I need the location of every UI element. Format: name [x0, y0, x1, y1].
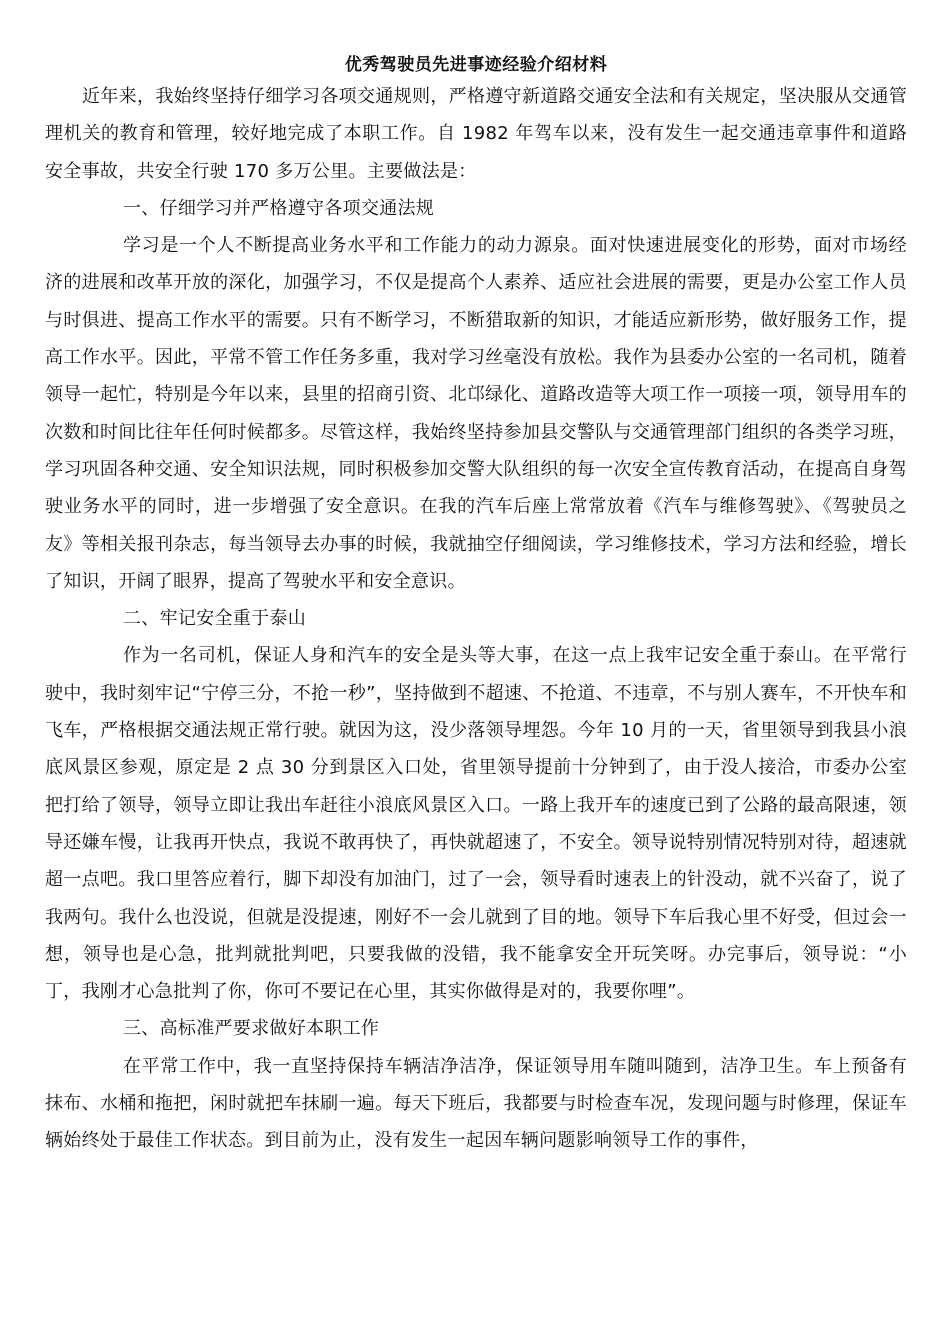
section-body-2: 作为一名司机，保证人身和汽车的安全是头等大事，在这一点上我牢记安全重于泰山。在平常行驶中，我时刻牢记“宁停三分，不抢一秒”，坚持做到不超速、不抢道、不违章，不与别人赛车，不开快车和飞车，严格根据交通法规正常行驶。就因为这，没少落领导埋怨。今年 10 月的一天，省里领导到我县小浪底风景区参观，原定是 2 点 30 分到景区入口处，省里领导提前十分钟到了，由于没人接洽，市委办公室把打给了领导，领导立即让我出车赶往小浪底风景区入口。一路上我开车的速度已到了公路的最高限速，领导还嫌车慢，让我再开快点，我说不敢再快了，再快就超速了，不安全。领导说特别情况特别对待，超速就超一点吧。我口里答应着行，脚下却没有加油门，过了一会，领导看时速表上的针没动，就不兴奋了，说了我两句。我什么也没说，但就是没提速，刚好不一会儿就到了目的地。领导下车后我心里不好受，但过会一想，领导也是心急，批判就批判吧，只要我做的没错，我不能拿安全开玩笑呀。办完事后，领导说：“小丁，我刚才心急批判了你，你可不要记在心里，其实你做得是对的，我要你哩”。	[45, 645, 907, 1003]
section-heading-3: 三、高标准严要求做好本职工作	[123, 1018, 380, 1040]
section-body-1: 学习是一个人不断提高业务水平和工作能力的动力源泉。面对快速进展变化的形势，面对市场经济的进展和改革开放的深化，加强学习，不仅是提高个人素养、适应社会进展的需要，更是办公室工作人员与时俱进、提高工作水平的需要。只有不断学习，不断猎取新的知识，才能适应新形势，做好服务工作，提高工作水平。因此，平常不管工作任务多重，我对学习丝毫没有放松。我作为县委办公室的一名司机，随着领导一起忙，特别是今年以来，县里的招商引资、北邙绿化、道路改造等大项工作一项接一项，领导用车的次数和时间比往年任何时候都多。尽管这样，我始终坚持参加县交警队与交通管理部门组织的各类学习班，学习巩固各种交通、安全知识法规，同时积极参加交警大队组织的每一次安全宣传教育活动，在提高自身驾驶业务水平的同时，进一步增强了安全意识。在我的汽车后座上常常放着《汽车与维修驾驶》、《驾驶员之友》等相关报刊杂志，每当领导去办事的时候，我就抽空仔细阅读，学习维修技术，学习方法和经验，增长了知识，开阔了眼界，提高了驾驶水平和安全意识。	[45, 235, 907, 592]
section-body-3: 在平常工作中，我一直坚持保持车辆洁净洁净，保证领导用车随叫随到，洁净卫生。车上预备有抹布、水桶和拖把，闲时就把车抹刷一遍。每天下班后，我都要与时检查车况，发现问题与时修理，保证车辆始终处于最佳工作状态。到目前为止，没有发生一起因车辆问题影响领导工作的事件，	[45, 1055, 907, 1152]
document-page	[45, 52, 907, 1160]
section-heading-2: 二、牢记安全重于泰山	[123, 608, 306, 630]
section-heading-1: 一、仔细学习并严格遵守各项交通法规	[123, 197, 435, 219]
document-title: 优秀驾驶员先进事迹经验介绍材料	[344, 55, 608, 75]
intro-paragraph: 近年来，我始终坚持仔细学习各项交通规则，严格遵守新道路交通安全法和有关规定，坚决服从交通管理机关的教育和管理，较好地完成了本职工作。自 1982 年驾车以来，没有发生一起交通违章事件和道路安全事故，共安全行驶 170 多万公里。主要做法是：	[45, 86, 907, 182]
